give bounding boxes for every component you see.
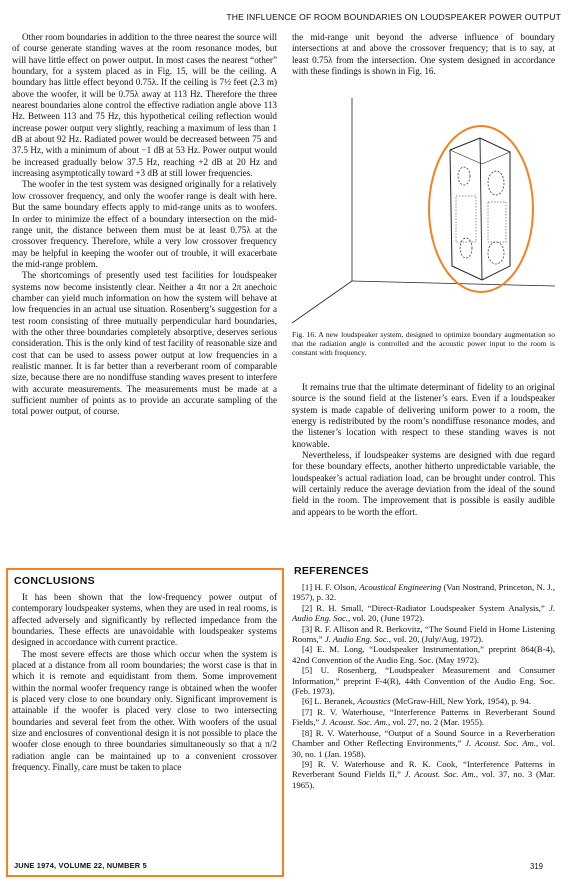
right-column-top — [292, 32, 555, 77]
reference-source-title: J. Acoust. Soc. Am. — [404, 769, 476, 780]
body-paragraph: It remains true that the ultimate determinant of fidelity to an original source is the sound field at the listener’s ears. Even if a loudspeaker system is made capable of delivering uniform power to a room, the energy is redistributed by the room’s nondiffuse resonance modes, and the listener’s location with respect to these standing waves is not knowable. — [292, 382, 555, 449]
right-column-middle — [292, 382, 555, 518]
reference-source-title: Acoustical Engineering — [359, 582, 442, 592]
reference-text: [9] R. V. Waterhouse and R. K. Cook, “Interference Patterns in Reverberant Sound Fields II,” — [292, 758, 555, 780]
body-paragraph: The most severe effects are those which occur when the system is placed at a distance from all room boundaries; the worst case is that in which it is remote and equidistant from them. Some improvement within the normal woofer frequency range is obtained when the woofer is placed very close to one boundary only. Significant improvement is attainable if the woofer is placed very close to two intersecting boundaries and several feet from the other. With woofers of the usual size and enclosures of conventional design it is not possible to place the woofer close enough to three boundaries simultaneously so that a π/2 radiation angle can be maintained up to a convenient crossover frequency. Finally, care must be taken to place — [12, 648, 277, 773]
reference-text: , vol. 37, no. 3 (Mar. 1965). — [292, 769, 556, 790]
reference-source-title: J. Audio Eng. Soc. — [292, 602, 555, 624]
body-paragraph: Other room boundaries in addition to the three nearest the source will of course generate standing waves at the room resonance modes, but will have little effect on power output. In most cases the nearest “other” boundary, for a system placed as in Fig. 15, will be the ceiling. A boundary has little effect beyond 0.75λ. If the ceiling is 7½ feet (2.3 m) above the woofer, it will be 0.75λ away at 113 Hz. Therefore the three nearest boundaries alone control the effective radiation angle above 113 Hz. Between 113 and 75 Hz, this hypothetical ceiling reflection would increase power output very slightly, reaching a maximum of less than 1 dB at about 92 Hz. Radiated power would be decreased between 75 and 37.5 Hz, with a minimum of about −1 dB at 53 Hz. Power output would be increased gradually below 37.5 Hz, reaching +2 dB at 20 Hz and increasing asymptotically toward +3 dB at still lower frequencies. — [12, 32, 277, 179]
reference-text: [6] L. Beranek, — [302, 696, 358, 707]
references-heading: REFERENCES — [294, 565, 369, 577]
body-paragraph: Nevertheless, if loudspeaker systems are designed with due regard for these boundary effects, another hitherto unpredictable variable, the loudspeaker’s actual radiation load, can be brought under control. This will certainly reduce the average deviation from the ideal of the sound field in the room. The improvement that is possible is easily audible and appears to be worth the effort. — [292, 450, 555, 517]
reference-item — [292, 624, 555, 645]
reference-text: (McGraw-Hill, New York, 1954), p. 94. — [390, 696, 531, 707]
page-number: 319 — [530, 862, 544, 871]
footer-issue: JUNE 1974, VOLUME 22, NUMBER 5 — [14, 861, 147, 870]
reference-text: (Van Nostrand, Princeton, N. J., 1957), p. 32. — [292, 582, 555, 603]
reference-item — [292, 603, 555, 624]
room-floor-line-right — [352, 281, 555, 286]
reference-text: [7] R. V. Waterhouse, “Interference Patterns in Reverberant Sound Fields,” — [292, 706, 555, 728]
body-paragraph: The shortcomings of presently used test facilities for loudspeaker systems now become insistently clear. Neither a 4π nor a 2π anechoic chamber can yield much information on how the system will behave at low frequencies in an actual use situation. Rosenberg’s suggestion for a test room consisting of three mutually perpendicular hard boundaries, with the other three boundaries completely absorptive, deserves serious consideration. This is the only kind of test facility of reasonable size and cost that can be used to assess power output at low frequencies in a realistic manner. It is far better than a reverberant room of comparable size, because there are no nondiffuse standing waves present to interfere with accurate measurements. The measurements must be made at a sufficient number of points as to provide an accurate sampling of the total power output, of course. — [12, 270, 277, 417]
reference-item — [292, 696, 555, 706]
loudspeaker-cabinet — [450, 138, 510, 280]
reference-source-title: J. Acoust. Soc. Am. — [321, 717, 388, 728]
reference-text: , vol. 30, no. 1 (Jan. 1958). — [292, 738, 556, 759]
reference-source-title: J. Acoust. Soc. Am. — [465, 738, 536, 749]
reference-source-title: Acoustics — [357, 696, 391, 707]
reference-text: , vol. 20, (July/Aug. 1972). — [388, 634, 484, 645]
figure-caption: Fig. 16. A new loudspeaker system, designed to optimize boundary augmentation so that the radiation angle is controlled and the acoustic power input to the room is constant with frequency. — [292, 330, 555, 357]
body-paragraph: The woofer in the test system was designed originally for a relatively low crossover frequency, and only the woofer range is dealt with here. But the same boundary effects apply to mid-range units as to woofers. In order to minimize the effect of a boundary intersection on the mid-range unit, the distance between them must be at least 0.75λ at the crossover frequency. Therefore, while a very low crossover frequency may be helpful in keeping the woofer out of trouble, it will exacerbate the mid-range problem. — [12, 179, 277, 269]
reference-text: [2] R. H. Small, “Direct-Radiator Loudspeaker System Analysis,” — [302, 602, 549, 613]
reference-item — [292, 665, 555, 696]
reference-text: [8] R. V. Waterhouse, “Output of a Sound Source in a Reverberation Chamber and Other Reflecting Environments,” — [292, 727, 555, 749]
reference-text: [5] U. Rosenberg, “Loudspeaker Measurement and Consumer Information,” preprint F-4(R), 44th Convention of the Audio Eng. Soc. (Feb. 1973). — [292, 665, 555, 697]
body-paragraph: It has been shown that the low-frequency power output of contemporary loudspeaker systems, when they are used in real rooms, is affected adversely and significantly by reflected impedance from the boundaries. These effects are unavoidable with loudspeaker systems designed in accordance with current practice. — [12, 592, 277, 648]
reference-item — [292, 707, 555, 728]
loudspeaker-room-drawing — [292, 98, 555, 326]
figure-16 — [292, 98, 555, 326]
references-list — [292, 582, 555, 790]
reference-text: [1] H. F. Olson, — [302, 582, 360, 592]
body-paragraph: the mid-range unit beyond the adverse influence of boundary intersections at and above the crossover frequency; that is to say, at least 0.75λ from the intersection. One system designed in accordance with these findings is shown in Fig. 16. — [292, 32, 555, 77]
running-head: THE INFLUENCE OF ROOM BOUNDARIES ON LOUDSPEAKER POWER OUTPUT — [226, 12, 561, 22]
left-column — [12, 32, 277, 418]
reference-text: , vol. 27, no. 2 (Mar. 1955). — [387, 717, 485, 728]
reference-text: [3] R. F. Allison and R. Berkovitz, “The Sound Field in Home Listening Rooms,” — [292, 623, 555, 645]
reference-item — [292, 582, 555, 603]
conclusions-heading: CONCLUSIONS — [14, 575, 95, 587]
reference-item — [292, 759, 555, 790]
reference-text: , vol. 20, (June 1972). — [347, 613, 425, 624]
reference-source-title: J. Audio Eng. Soc. — [324, 634, 389, 645]
reference-item — [292, 644, 555, 665]
room-floor-line-left — [292, 281, 352, 323]
conclusions-text — [12, 592, 277, 774]
reference-item — [292, 728, 555, 759]
reference-text: [4] E. M. Long, “Loudspeaker Instrumentation,” preprint 864(B-4), 42nd Convention of the Audio Eng. Soc. (May 1972). — [292, 644, 555, 665]
